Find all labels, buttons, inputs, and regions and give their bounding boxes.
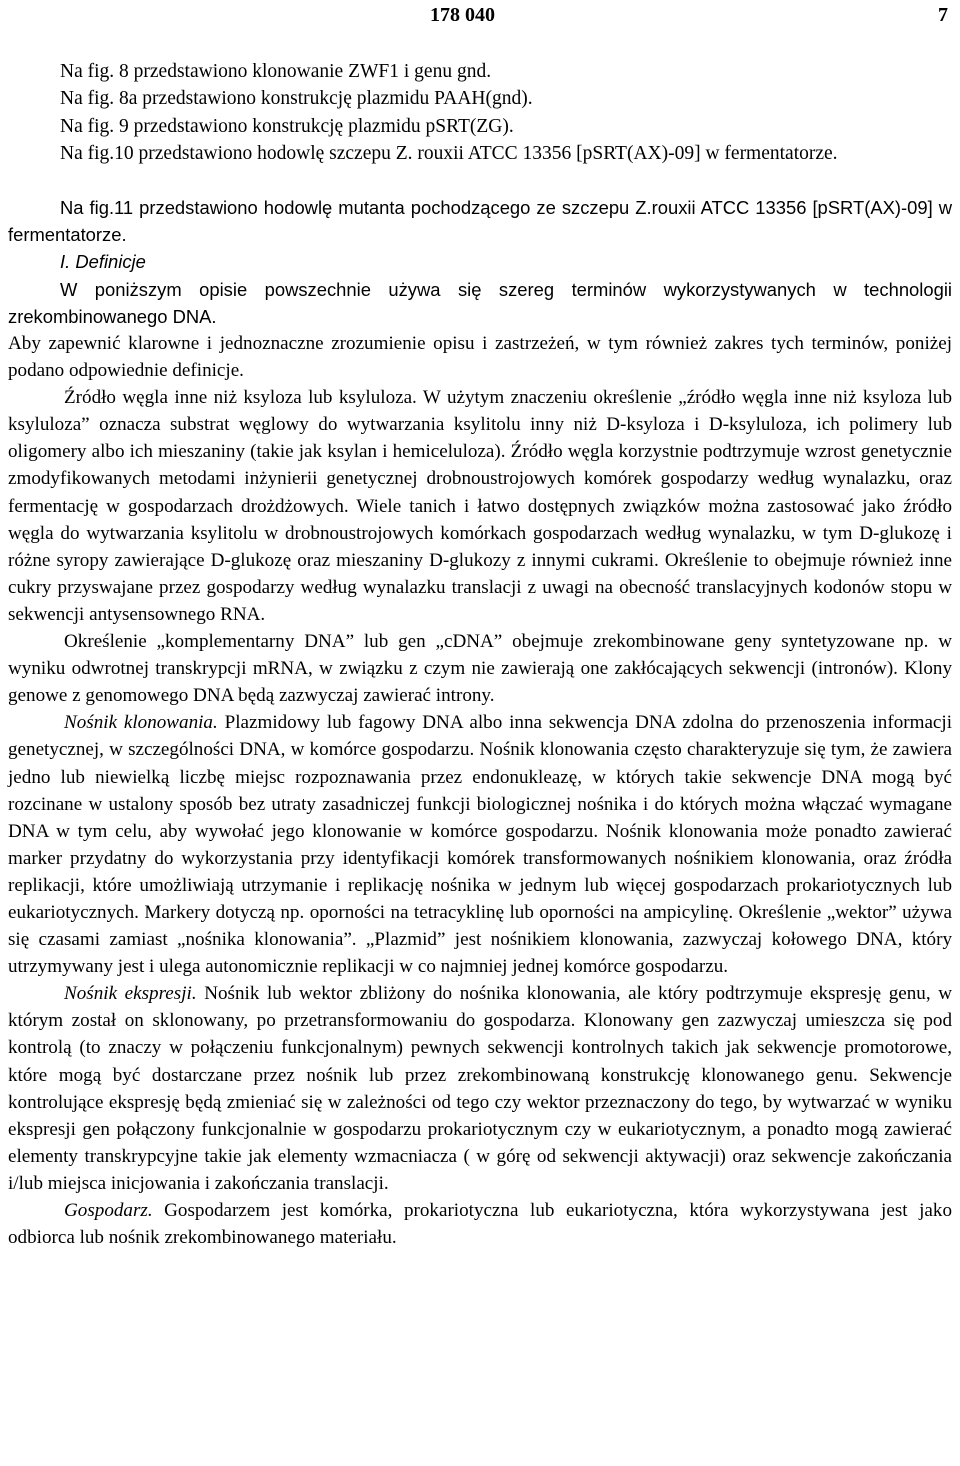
document-number: 178 040 (430, 4, 495, 26)
figure-caption-8a: Na fig. 8a przedstawiono konstrukcję plazmidu PAAH(gnd). (60, 88, 533, 110)
sans-section (8, 194, 952, 330)
definition-cloning-term: Nośnik klonowania. (64, 712, 218, 734)
section-heading (8, 248, 952, 275)
definition-carbon-source (8, 384, 952, 628)
definition-host-text: Gospodarzem jest komórka, prokariotyczna lub eukariotyczna, która wykorzystywana jest jako odbiorca lub nośnik zrekombinowanego materiału. (8, 1200, 952, 1249)
definition-host-term: Gospodarz. (64, 1200, 153, 1221)
definition-cloning-text: Plazmidowy lub fagowy DNA albo inna sekwencja DNA zdolna do przenoszenia informacji genetycznej, w szczególności DNA, w komórce gospodarzu. Nośnik klonowania często charakteryzuje się tym, że zawiera jedno lub niewielką liczbę miejsc rozpoznawania przez endonukleazę, w których takie sekwencje DNA mogą być rozcinane w ustalony sposób bez utraty zasadniczej funkcji biologicznej nośnika i do których można włączać wymagane DNA w tym celu, aby wywołać jego klonowanie w komórce gospodarzu. Nośnik klonowania może ponadto zawierać marker przydatny do wykorzystania przy identyfikacji komórek transformowanych nośnikiem klonowania, oraz źródła replikacji, które umożliwiają utrzymanie i replikację nośnika w jednym lub więcej gospodarzach prokariotycznych lub eukariotycznych. Markery dotyczą np. oporności na tetracyklinę lub oporności na ampicylinę. Określenie „wektor” używa się czasami zamiast „nośnika klonowania”. „Plazmid” jest nośnikiem klonowania, zazwyczaj kołowego DNA, który utrzymywany jest i ulega autonomicznie replikacji w co najmniej jednej komórce gospodarzu. (8, 712, 953, 978)
definitions-intro (8, 276, 952, 330)
figure-list (8, 58, 952, 167)
main-text (8, 330, 952, 1251)
figure-caption-10: Na fig.10 przedstawiono hodowlę szczepu Z. rouxii ATCC 13356 [pSRT(AX)-09] w fermentatorze. (60, 142, 838, 164)
definition-expression-vehicle (8, 980, 952, 1197)
definition-carbon-text: W użytym znaczeniu określenie „źródło węgla inne niż ksyloza lub ksyluloza” oznacza substrat węglowy do wytwarzania ksylitolu inny niż D-ksyloza i D-ksyluloza, ich polimery lub oligomery albo ich mieszaniny (takie jak ksylan i hemiceluloza). Źródło węgla korzystnie podtrzymuje wzrost genetycznie zmodyfikowanych metodami inżynierii genetycznej drobnoustrojowych komórek gospodarzy według wynalazku, oraz fermentację w gospodarzach drożdżowych. Wiele tanich i łatwo dostępnych związków można zastosować jako źródło węgla do wytwarzania ksylitolu w drobnoustrojowych komórkach gospodarzach według wynalazku, w tym D-glukozę i różne syropy zawierające D-glukozę oraz mieszaniny D-glukozy z innymi cukrami. Określenie to obejmuje również inne cukry przyswajane przez gospodarzy według wynalazku translacji z uwagi na obecność translacyjnych kodonów stopu w sekwencji antysensownego RNA. (8, 387, 953, 625)
definitions-intro-text: W poniższym opisie powszechnie używa się szereg terminów wykorzystywanych w technologii zrekombinowanego DNA. (8, 278, 952, 327)
section-heading-text: I. Definicje (60, 251, 146, 273)
figure-caption-8: Na fig. 8 przedstawiono klonowanie ZWF1 i genu gnd. (60, 61, 492, 82)
definition-cloning-vehicle (8, 709, 952, 980)
page-number: 7 (938, 4, 948, 26)
definitions-intro-continued: Aby zapewnić klarowne i jednoznaczne zrozumienie opisu i zastrzeżeń, w tym również zakres tych terminów, poniżej podano odpowiednie definicje. (8, 333, 952, 382)
figure-caption-9: Na fig. 9 przedstawiono konstrukcję plazmidu pSRT(ZG). (60, 115, 514, 137)
definition-carbon-term: Źródło węgla inne niż ksyloza lub ksyluloza. (64, 387, 417, 409)
figure-caption-11: Na fig.11 przedstawiono hodowlę mutanta pochodzącego ze szczepu Z.rouxii ATCC 13356 [pSRT(AX)-09] w fermentatorze. (8, 197, 952, 246)
definition-expression-text: Nośnik lub wektor zbliżony do nośnika klonowania, ale który podtrzymuje ekspresję genu, w którym został on sklonowany, po przetransformowaniu do gospodarza. Klonowany gen zazwyczaj umieszcza się pod kontrolą (to znaczy w połączeniu funkcjonalnym) pewnych sekwencji kontrolnych takich jak sekwencje promotorowe, które mogą być dostarczane przez nośnik lub przez zrekombinowaną konstrukcję klonowanego genu. Sekwencje kontrolujące ekspresję będą zmieniać się w zależności od tego czy wektor przeznaczony do tego, by wytwarzać w wyniku ekspresji gen połączony funkcjonalnie w gospodarzu prokariotycznym czy w eukariotycznym, a ponadto mogą zawierać elementy transkrypcyjne takie jak elementy wzmacniacza ( w górę od sekwencji aktywacji) oraz sekwencje zakończania i/lub miejsca inicjowania i zakończania translacji. (8, 983, 953, 1194)
page-header (0, 4, 960, 28)
definition-expression-term: Nośnik ekspresji. (64, 983, 197, 1005)
definition-cdna: Określenie „komplementarny DNA” lub gen „cDNA” obejmuje zrekombinowane geny syntetyzowane np. w wyniku odwrotnej transkrypcji mRNA, w związku z czym nie zawierają one zakłócających sekwencji (intronów). Klony genowe z genomowego DNA będą zazwyczaj zawierać introny. (8, 631, 952, 707)
definition-host (8, 1197, 952, 1251)
